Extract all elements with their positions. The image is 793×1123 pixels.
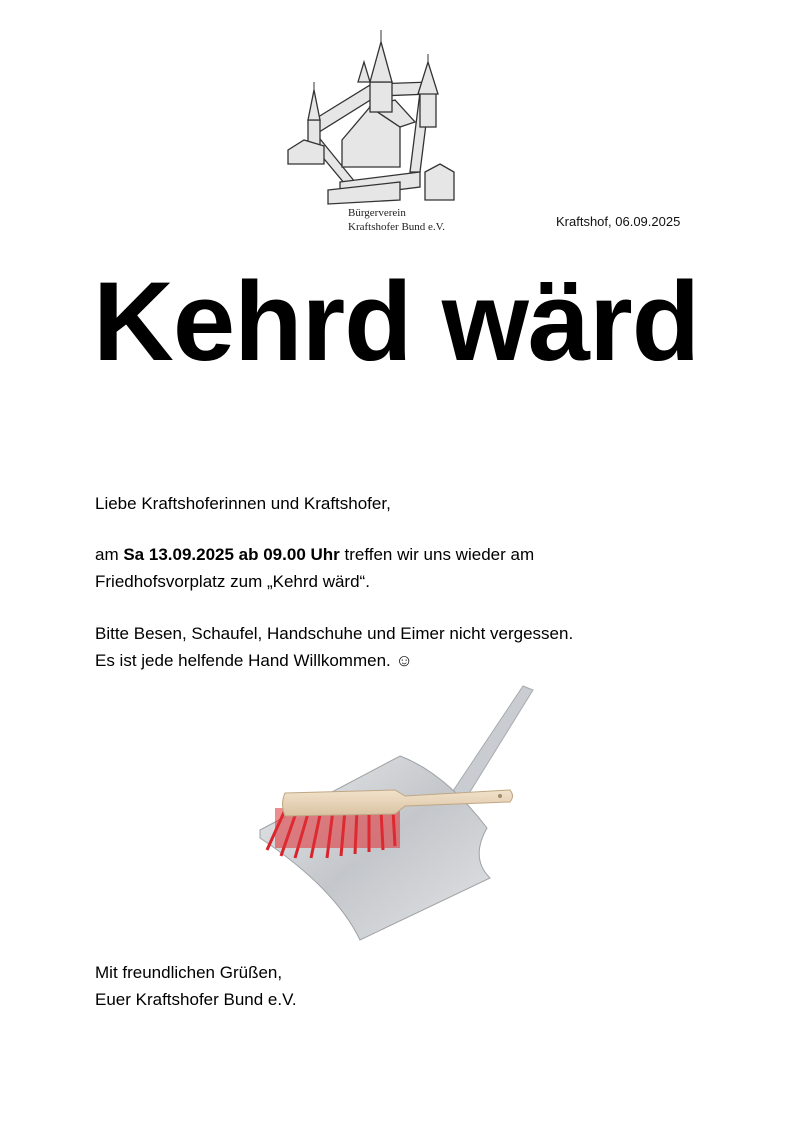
logo-caption-line2: Kraftshofer Bund e.V.: [348, 221, 445, 233]
invitation-prefix: am: [95, 545, 124, 564]
logo: [280, 22, 470, 237]
broom-dustpan-image: [255, 678, 545, 943]
signature: Euer Kraftshofer Bund e.V.: [95, 990, 297, 1009]
logo-caption: [348, 206, 445, 234]
greeting: Liebe Kraftshoferinnen und Kraftshofer,: [95, 494, 391, 513]
invitation-suffix: treffen wir uns wieder am: [339, 545, 535, 564]
closing: [95, 959, 297, 1013]
invitation-paragraph: [95, 541, 534, 595]
castle-icon: [280, 22, 470, 207]
place-date: Kraftshof, 06.09.2025: [556, 214, 681, 229]
logo-caption-line1: Bürgerverein: [348, 207, 406, 219]
reminder-paragraph: [95, 620, 573, 674]
invitation-line2: Friedhofsvorplatz zum „Kehrd wärd“.: [95, 572, 370, 591]
invitation-line1: [95, 541, 534, 568]
broom-and-dustpan-icon: [255, 678, 545, 943]
reminder-line2: Es ist jede helfende Hand Willkommen. ☺: [95, 651, 413, 670]
page-title: Kehrd wärd: [93, 259, 700, 384]
event-date-time: Sa 13.09.2025 ab 09.00 Uhr: [123, 545, 340, 564]
reminder-line1: Bitte Besen, Schaufel, Handschuhe und Eimer nicht vergessen.: [95, 624, 574, 643]
closing-line1: Mit freundlichen Grüßen,: [95, 963, 283, 982]
